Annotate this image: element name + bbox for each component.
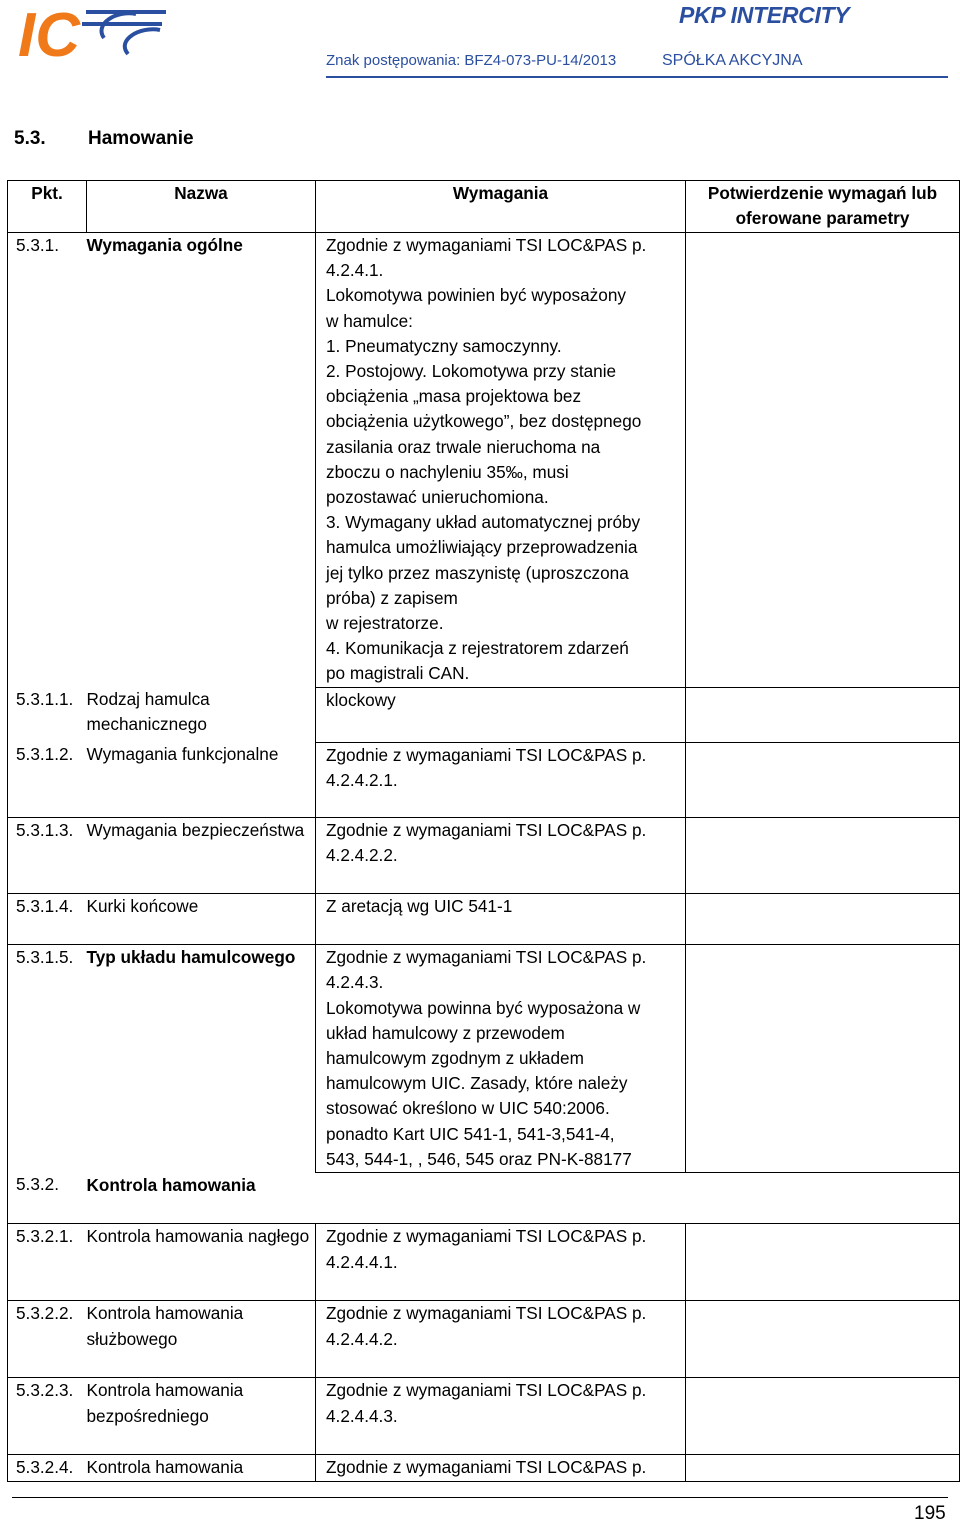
requirement-line: obciążenia „masa projektowa bez	[326, 386, 582, 407]
requirement-line: próba) z zapisem	[326, 587, 458, 608]
row-pkt: 5.3.1.	[8, 233, 87, 688]
table-row	[8, 233, 960, 688]
requirement-line: 4.2.4.2.1.	[326, 769, 398, 790]
row-wymagania	[316, 894, 686, 945]
row-potwierdzenie	[686, 742, 960, 818]
requirement-line: Zgodnie z wymaganiami TSI LOC&PAS p.	[326, 820, 647, 841]
requirement-line: Zgodnie z wymaganiami TSI LOC&PAS p.	[326, 1380, 647, 1401]
row-wymagania	[316, 1378, 686, 1455]
row-nazwa: Wymagania funkcjonalne	[87, 742, 316, 818]
requirement-line: w rejestratorze.	[326, 613, 444, 634]
row-wymagania	[316, 687, 686, 742]
row-pkt: 5.3.2.4.	[8, 1455, 87, 1482]
row-wymagania	[316, 742, 686, 818]
requirement-line: hamulcowym zgodnym z układem	[326, 1047, 584, 1068]
header-wymagania: Wymagania	[316, 181, 686, 233]
table-row	[8, 1224, 960, 1301]
row-nazwa: Kontrola hamowania	[87, 1172, 960, 1224]
row-nazwa: Kontrola hamowania nagłego	[87, 1224, 316, 1301]
table-row	[8, 1301, 960, 1378]
requirement-line: zboczu o nachyleniu 35‰, musi	[326, 461, 569, 482]
row-nazwa: Rodzaj hamulca mechanicznego	[87, 687, 316, 742]
header-rule	[326, 76, 948, 78]
row-nazwa: Kontrola hamowania bezpośredniego	[87, 1378, 316, 1455]
row-nazwa: Wymagania bezpieczeństwa	[87, 818, 316, 894]
row-potwierdzenie	[686, 894, 960, 945]
header-potwierdzenie: Potwierdzenie wymagań lub oferowane parametry	[686, 181, 960, 233]
row-potwierdzenie	[686, 233, 960, 688]
requirement-line: 4. Komunikacja z rejestratorem zdarzeń	[326, 638, 629, 659]
requirement-line: Lokomotywa powinien być wyposażony	[326, 285, 626, 306]
row-pkt: 5.3.1.1.	[8, 687, 87, 742]
requirement-line: 3. Wymagany układ automatycznej próby	[326, 512, 641, 533]
row-wymagania	[316, 1455, 686, 1482]
requirement-line: 4.2.4.4.1.	[326, 1251, 398, 1272]
row-nazwa: Kontrola hamowania	[87, 1455, 316, 1482]
row-pkt: 5.3.1.4.	[8, 894, 87, 945]
section-heading	[14, 128, 194, 150]
requirement-line: po magistrali CAN.	[326, 663, 470, 684]
requirement-line: 1. Pneumatyczny samoczynny.	[326, 335, 562, 356]
table-row	[8, 945, 960, 1173]
requirement-line: jej tylko przez maszynistę (uproszczona	[326, 562, 629, 583]
requirement-line: Zgodnie z wymaganiami TSI LOC&PAS p.	[326, 235, 647, 255]
requirement-line: Z aretacją wg UIC 541-1	[326, 896, 513, 917]
table-row	[8, 687, 960, 742]
row-wymagania	[316, 945, 686, 1173]
section-title: Hamowanie	[88, 128, 194, 149]
requirement-line: 543, 544-1, , 546, 545 oraz PN-K-88177	[326, 1148, 632, 1169]
requirement-line: pozostawać unieruchomiona.	[326, 487, 549, 508]
table-row	[8, 1455, 960, 1482]
row-potwierdzenie	[686, 1378, 960, 1455]
requirement-line: Zgodnie z wymaganiami TSI LOC&PAS p.	[326, 947, 647, 968]
requirement-line: stosować określono w UIC 540:2006.	[326, 1098, 610, 1119]
requirement-line: 4.2.4.4.2.	[326, 1328, 398, 1349]
intercity-logo	[16, 4, 176, 66]
row-pkt: 5.3.2.2.	[8, 1301, 87, 1378]
row-potwierdzenie	[686, 1224, 960, 1301]
header-nazwa: Nazwa	[87, 181, 316, 233]
row-pkt: 5.3.2.	[8, 1172, 87, 1224]
requirement-line: Zgodnie z wymaganiami TSI LOC&PAS p.	[326, 1457, 647, 1478]
table-row	[8, 742, 960, 818]
requirements-table	[7, 180, 960, 1482]
row-wymagania	[316, 1224, 686, 1301]
row-potwierdzenie	[686, 818, 960, 894]
row-nazwa: Wymagania ogólne	[87, 233, 316, 688]
requirement-line: 2. Postojowy. Lokomotywa przy stanie	[326, 361, 617, 382]
requirement-line: 4.2.4.2.2.	[326, 845, 398, 866]
table-header-row	[8, 181, 960, 233]
requirement-line: hamulcowym UIC. Zasady, które należy	[326, 1073, 628, 1094]
brand-name: PKP INTERCITY	[679, 2, 850, 28]
footer-rule	[12, 1497, 948, 1498]
requirement-line: obciążenia użytkowego”, bez dostępnego	[326, 411, 642, 432]
row-nazwa: Kontrola hamowania służbowego	[87, 1301, 316, 1378]
section-number: 5.3.	[14, 128, 46, 149]
requirement-line: 4.2.4.4.3.	[326, 1405, 398, 1426]
company-type: SPÓŁKA AKCYJNA	[662, 52, 803, 69]
page-number: 195	[914, 1503, 946, 1524]
requirement-line: Zgodnie z wymaganiami TSI LOC&PAS p.	[326, 1303, 647, 1324]
row-potwierdzenie	[686, 1455, 960, 1482]
requirement-line: Lokomotywa powinna być wyposażona w	[326, 997, 641, 1018]
requirement-line: klockowy	[326, 689, 396, 710]
row-wymagania	[316, 818, 686, 894]
table-row	[8, 1378, 960, 1455]
row-wymagania	[316, 1301, 686, 1378]
requirement-line: 4.2.4.3.	[326, 972, 384, 993]
row-potwierdzenie	[686, 1301, 960, 1378]
row-nazwa: Kurki końcowe	[87, 894, 316, 945]
requirement-line: Zgodnie z wymaganiami TSI LOC&PAS p.	[326, 1226, 647, 1247]
row-potwierdzenie	[686, 945, 960, 1173]
row-potwierdzenie	[686, 687, 960, 742]
requirement-line: hamulca umożliwiający przeprowadzenia	[326, 537, 638, 558]
table-row	[8, 818, 960, 894]
table-row	[8, 894, 960, 945]
row-pkt: 5.3.1.3.	[8, 818, 87, 894]
row-pkt: 5.3.1.2.	[8, 742, 87, 818]
row-pkt: 5.3.1.5.	[8, 945, 87, 1173]
requirement-line: 4.2.4.1.	[326, 260, 384, 281]
requirement-line: zasilania oraz trwale nieruchoma na	[326, 436, 601, 457]
requirement-line: w hamulce:	[326, 310, 413, 331]
procurement-code: Znak postępowania: BFZ4-073-PU-14/2013	[326, 52, 617, 69]
table-row	[8, 1172, 960, 1224]
logo-letters: IC	[18, 4, 80, 66]
requirement-line: ponadto Kart UIC 541-1, 541-3,541-4,	[326, 1123, 615, 1144]
row-nazwa: Typ układu hamulcowego	[87, 945, 316, 1173]
header-pkt: Pkt.	[8, 181, 87, 233]
row-wymagania	[316, 233, 686, 688]
requirement-line: układ hamulcowy z przewodem	[326, 1022, 565, 1043]
row-pkt: 5.3.2.3.	[8, 1378, 87, 1455]
row-pkt: 5.3.2.1.	[8, 1224, 87, 1301]
requirement-line: Zgodnie z wymaganiami TSI LOC&PAS p.	[326, 744, 647, 765]
